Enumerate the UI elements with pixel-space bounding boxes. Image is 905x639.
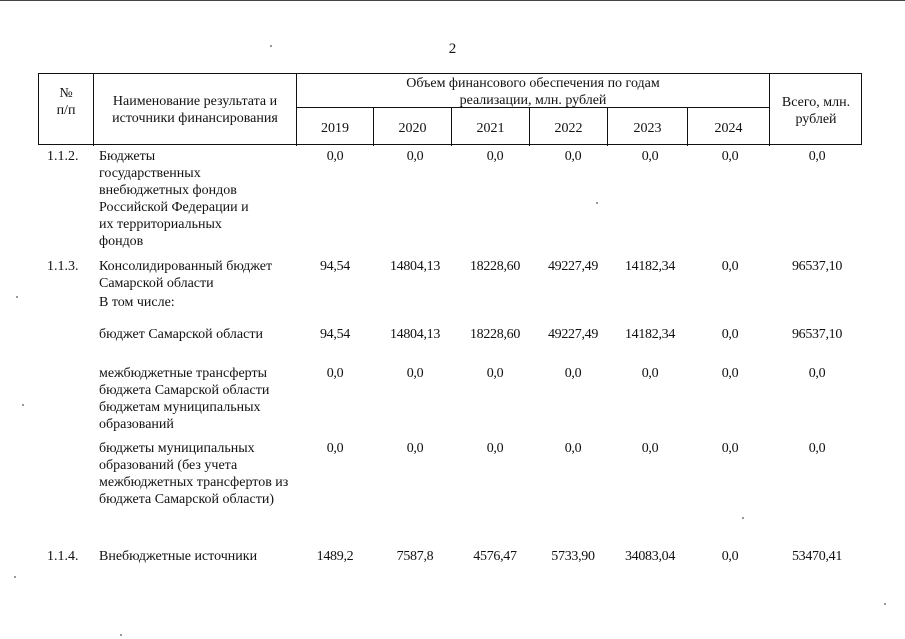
- year-header-2022: 2022: [554, 121, 583, 136]
- value-2022: 0,0: [564, 149, 582, 164]
- value-2023: 14182,34: [624, 327, 676, 342]
- row-name: бюджеты муниципальных образований (без учета межбюджетных трансфертов из бюджета Самарской области): [99, 441, 289, 507]
- value-2022: 0,0: [564, 441, 582, 456]
- value-2022: 49227,49: [547, 327, 599, 342]
- scan-speck: [14, 576, 16, 578]
- row-name: Бюджеты государственных внебюджетных фондов Российской Федерации и их территориальных фондов: [99, 149, 249, 249]
- value-2022: 5733,90: [551, 549, 595, 564]
- value-2024: 0,0: [721, 549, 739, 564]
- volume-header: Объем финансового обеспечения по годам реализации, млн. рублей: [406, 76, 660, 108]
- row-name: Консолидированный бюджет Самарской области: [99, 259, 273, 291]
- value-2021: 0,0: [486, 441, 504, 456]
- value-2024: 0,0: [721, 327, 739, 342]
- value-2019: 0,0: [326, 149, 344, 164]
- num-header: № п/п: [56, 86, 76, 118]
- row-code: 1.1.2.: [47, 149, 79, 164]
- value-2019: 94,54: [319, 327, 350, 342]
- value-2020: 7587,8: [396, 549, 434, 564]
- scan-speck: [884, 603, 886, 605]
- scan-edge: [0, 0, 905, 6]
- value-2023: 14182,34: [624, 259, 676, 274]
- value-total: 53470,41: [791, 549, 843, 564]
- value-2022: 49227,49: [547, 259, 599, 274]
- value-2020: 14804,13: [389, 327, 441, 342]
- value-2020: 0,0: [406, 149, 424, 164]
- scan-speck: [120, 634, 122, 636]
- scan-speck: [22, 404, 24, 406]
- value-total: 0,0: [808, 149, 826, 164]
- value-2019: 0,0: [326, 366, 344, 381]
- value-2021: 4576,47: [473, 549, 517, 564]
- scan-speck: [742, 517, 744, 519]
- value-2022: 0,0: [564, 366, 582, 381]
- value-2023: 0,0: [641, 149, 659, 164]
- value-total: 0,0: [808, 366, 826, 381]
- value-2021: 18228,60: [469, 327, 521, 342]
- value-2023: 34083,04: [624, 549, 676, 564]
- value-2021: 18228,60: [469, 259, 521, 274]
- value-total: 0,0: [808, 441, 826, 456]
- subheading-including: В том числе:: [99, 295, 175, 310]
- name-header: Наименование результата и источники финансирования: [112, 94, 278, 126]
- year-header-2024: 2024: [714, 121, 743, 136]
- value-2019: 94,54: [319, 259, 350, 274]
- year-header-2023: 2023: [633, 121, 662, 136]
- value-2024: 0,0: [721, 259, 739, 274]
- value-total: 96537,10: [791, 327, 843, 342]
- scan-speck: [270, 45, 272, 47]
- scan-speck: [596, 202, 598, 204]
- value-2020: 0,0: [406, 441, 424, 456]
- total-header: Всего, млн. рублей: [781, 95, 851, 127]
- value-2019: 0,0: [326, 441, 344, 456]
- row-name: бюджет Самарской области: [99, 327, 263, 342]
- row-name: межбюджетные трансферты бюджета Самарской области бюджетам муниципальных образований: [99, 366, 270, 432]
- year-header-2020: 2020: [398, 121, 427, 136]
- row-name: Внебюджетные источники: [99, 549, 258, 564]
- value-2024: 0,0: [721, 149, 739, 164]
- value-2020: 14804,13: [389, 259, 441, 274]
- table-header: [38, 73, 862, 145]
- value-2023: 0,0: [641, 441, 659, 456]
- page-number: 2: [448, 41, 457, 57]
- value-2024: 0,0: [721, 366, 739, 381]
- value-2023: 0,0: [641, 366, 659, 381]
- value-2021: 0,0: [486, 149, 504, 164]
- value-2024: 0,0: [721, 441, 739, 456]
- year-header-2021: 2021: [476, 121, 505, 136]
- value-2021: 0,0: [486, 366, 504, 381]
- value-total: 96537,10: [791, 259, 843, 274]
- row-code: 1.1.3.: [47, 259, 79, 274]
- value-2020: 0,0: [406, 366, 424, 381]
- row-code: 1.1.4.: [47, 549, 79, 564]
- year-header-2019: 2019: [321, 121, 349, 136]
- value-2019: 1489,2: [316, 549, 354, 564]
- scan-speck: [16, 296, 18, 298]
